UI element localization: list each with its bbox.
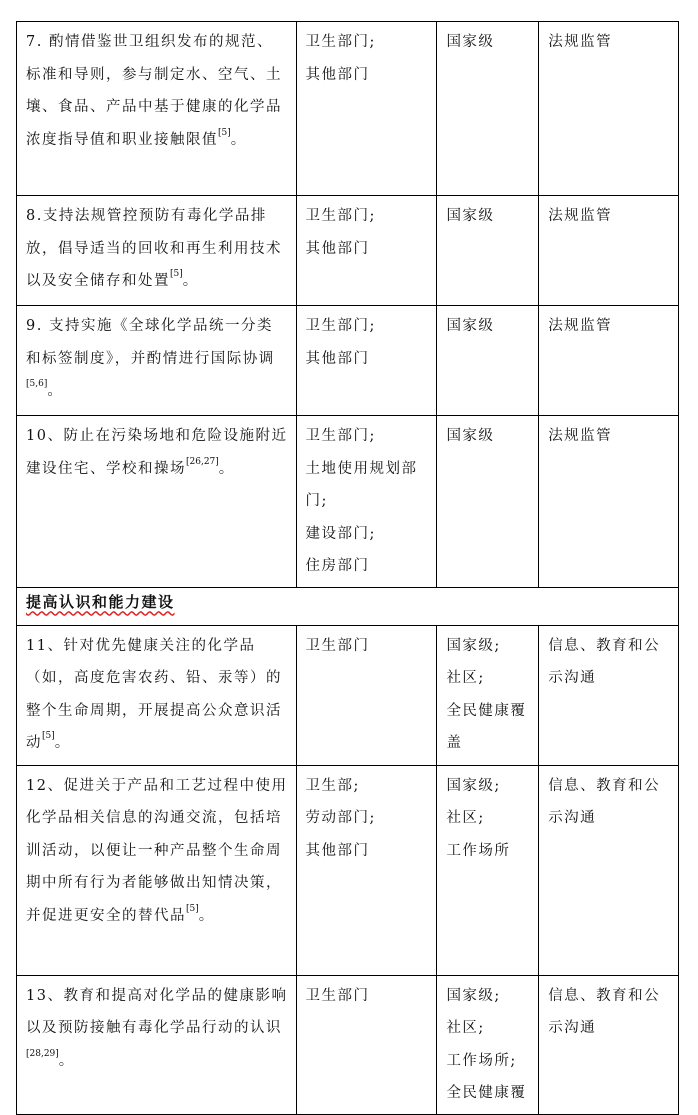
action-cell: [17, 196, 297, 306]
action-cell: [17, 975, 297, 1114]
level-cell: [437, 625, 539, 765]
citation-ref: [28,29]: [26, 1048, 59, 1059]
department-item: 其他部门: [305, 350, 370, 367]
action-type-cell: [539, 196, 679, 306]
department-cell: [296, 22, 437, 196]
level-item: 国家级: [446, 428, 495, 444]
level-cell: [437, 975, 539, 1114]
sentence-end: 。: [47, 383, 64, 399]
level-cell: [437, 416, 539, 588]
department-cell: [296, 196, 437, 306]
department-item: 建设部门;: [305, 525, 376, 542]
action-cell: [17, 625, 297, 765]
section-row: [17, 587, 679, 625]
department-item: 劳动部门;: [305, 810, 376, 826]
level-item: 国家级: [446, 318, 495, 334]
action-type: 信息、教育和公示沟通: [548, 987, 661, 1036]
table-row: [17, 765, 679, 975]
action-type: 法规监管: [548, 208, 613, 224]
level-cell: [437, 306, 539, 416]
table-row: [17, 625, 679, 765]
level-item: 国家级;: [446, 987, 501, 1004]
action-type: 信息、教育和公示沟通: [548, 777, 661, 826]
sentence-end: 。: [230, 131, 247, 148]
level-item: 社区;: [446, 1020, 485, 1036]
action-text: 12、促进关于产品和工艺过程中使用化学品相关信息的沟通交流，包括培训活动，以便让一种产品整个生命周期中所有行为者能够做出知情决策，并促进更安全的替代品: [26, 777, 288, 924]
department-cell: [296, 625, 437, 765]
table-row: [17, 306, 679, 416]
department-item: 土地使用规划部门;: [305, 460, 418, 509]
action-type: 法规监管: [548, 428, 613, 444]
table-body: [17, 22, 679, 1115]
level-item: 国家级;: [446, 637, 501, 654]
level-item: 全民健康覆: [446, 1085, 527, 1101]
level-cell: [437, 196, 539, 306]
action-type: 信息、教育和公示沟通: [548, 637, 661, 686]
action-text: 9. 支持实施《全球化学品统一分类和标签制度》，并酌情进行国际协调: [26, 318, 275, 367]
level-item: 社区;: [446, 810, 485, 826]
department-item: 卫生部;: [305, 777, 360, 794]
department-item: 住房部门: [305, 558, 370, 574]
sentence-end: 。: [58, 1052, 75, 1069]
citation-ref: [5]: [218, 127, 231, 138]
action-type-cell: [539, 975, 679, 1114]
action-text: 10、防止在污染场地和危险设施附近建设住宅、学校和操场: [26, 428, 288, 477]
table-row: [17, 975, 679, 1114]
department-cell: [296, 975, 437, 1114]
sentence-end: 。: [54, 735, 71, 751]
level-cell: [437, 22, 539, 196]
action-text: 8.支持法规管控预防有毒化学品排放，倡导适当的回收和再生利用技术以及安全储存和处置: [26, 208, 282, 289]
level-item: 国家级: [446, 208, 495, 224]
department-item: 其他部门: [305, 842, 370, 859]
policy-actions-table: [16, 21, 679, 1115]
action-type-cell: [539, 765, 679, 975]
department-item: 卫生部门;: [305, 428, 376, 444]
level-item: 全民健康覆盖: [446, 702, 527, 751]
action-cell: [17, 416, 297, 588]
action-text: 13、教育和提高对化学品的健康影响以及预防接触有毒化学品行动的认识: [26, 987, 288, 1036]
level-item: 社区;: [446, 670, 485, 686]
department-item: 其他部门: [305, 66, 370, 83]
table-row: [17, 416, 679, 588]
department-item: 卫生部门: [305, 987, 370, 1004]
department-item: 卫生部门;: [305, 318, 376, 334]
action-type-cell: [539, 416, 679, 588]
section-title: 提高认识和能力建设: [26, 592, 175, 611]
department-cell: [296, 765, 437, 975]
action-type-cell: [539, 306, 679, 416]
citation-ref: [5]: [42, 731, 55, 741]
level-cell: [437, 765, 539, 975]
department-cell: [296, 416, 437, 588]
sentence-end: 。: [182, 273, 199, 289]
table-row: [17, 196, 679, 306]
level-item: 国家级: [446, 34, 495, 50]
citation-ref: [5,6]: [26, 379, 48, 389]
sentence-end: 。: [218, 460, 235, 477]
action-type: 法规监管: [548, 318, 613, 334]
action-text: 7. 酌情借鉴世卫组织发布的规范、标准和导则，参与制定水、空气、土壤、食品、产品中基于健康的化学品浓度指导值和职业接触限值: [26, 34, 282, 148]
action-cell: [17, 22, 297, 196]
level-item: 工作场所;: [446, 1052, 517, 1069]
department-item: 卫生部门;: [305, 208, 376, 224]
action-cell: [17, 765, 297, 975]
action-text: 11、针对优先健康关注的化学品（如，高度危害农药、铅、汞等）的整个生命周期，开展提高公众意识活动: [26, 637, 282, 751]
action-cell: [17, 306, 297, 416]
action-type-cell: [539, 625, 679, 765]
citation-ref: [5]: [186, 903, 199, 914]
citation-ref: [26,27]: [186, 456, 219, 467]
table-row: [17, 22, 679, 196]
section-heading-cell: [17, 587, 679, 625]
department-cell: [296, 306, 437, 416]
level-item: 工作场所: [446, 842, 511, 859]
department-item: 其他部门: [305, 240, 370, 257]
citation-ref: [5]: [170, 269, 183, 279]
department-item: 卫生部门;: [305, 34, 376, 50]
action-type: 法规监管: [548, 34, 613, 50]
department-item: 卫生部门: [305, 637, 370, 654]
action-type-cell: [539, 22, 679, 196]
level-item: 国家级;: [446, 777, 501, 794]
sentence-end: 。: [198, 907, 215, 924]
